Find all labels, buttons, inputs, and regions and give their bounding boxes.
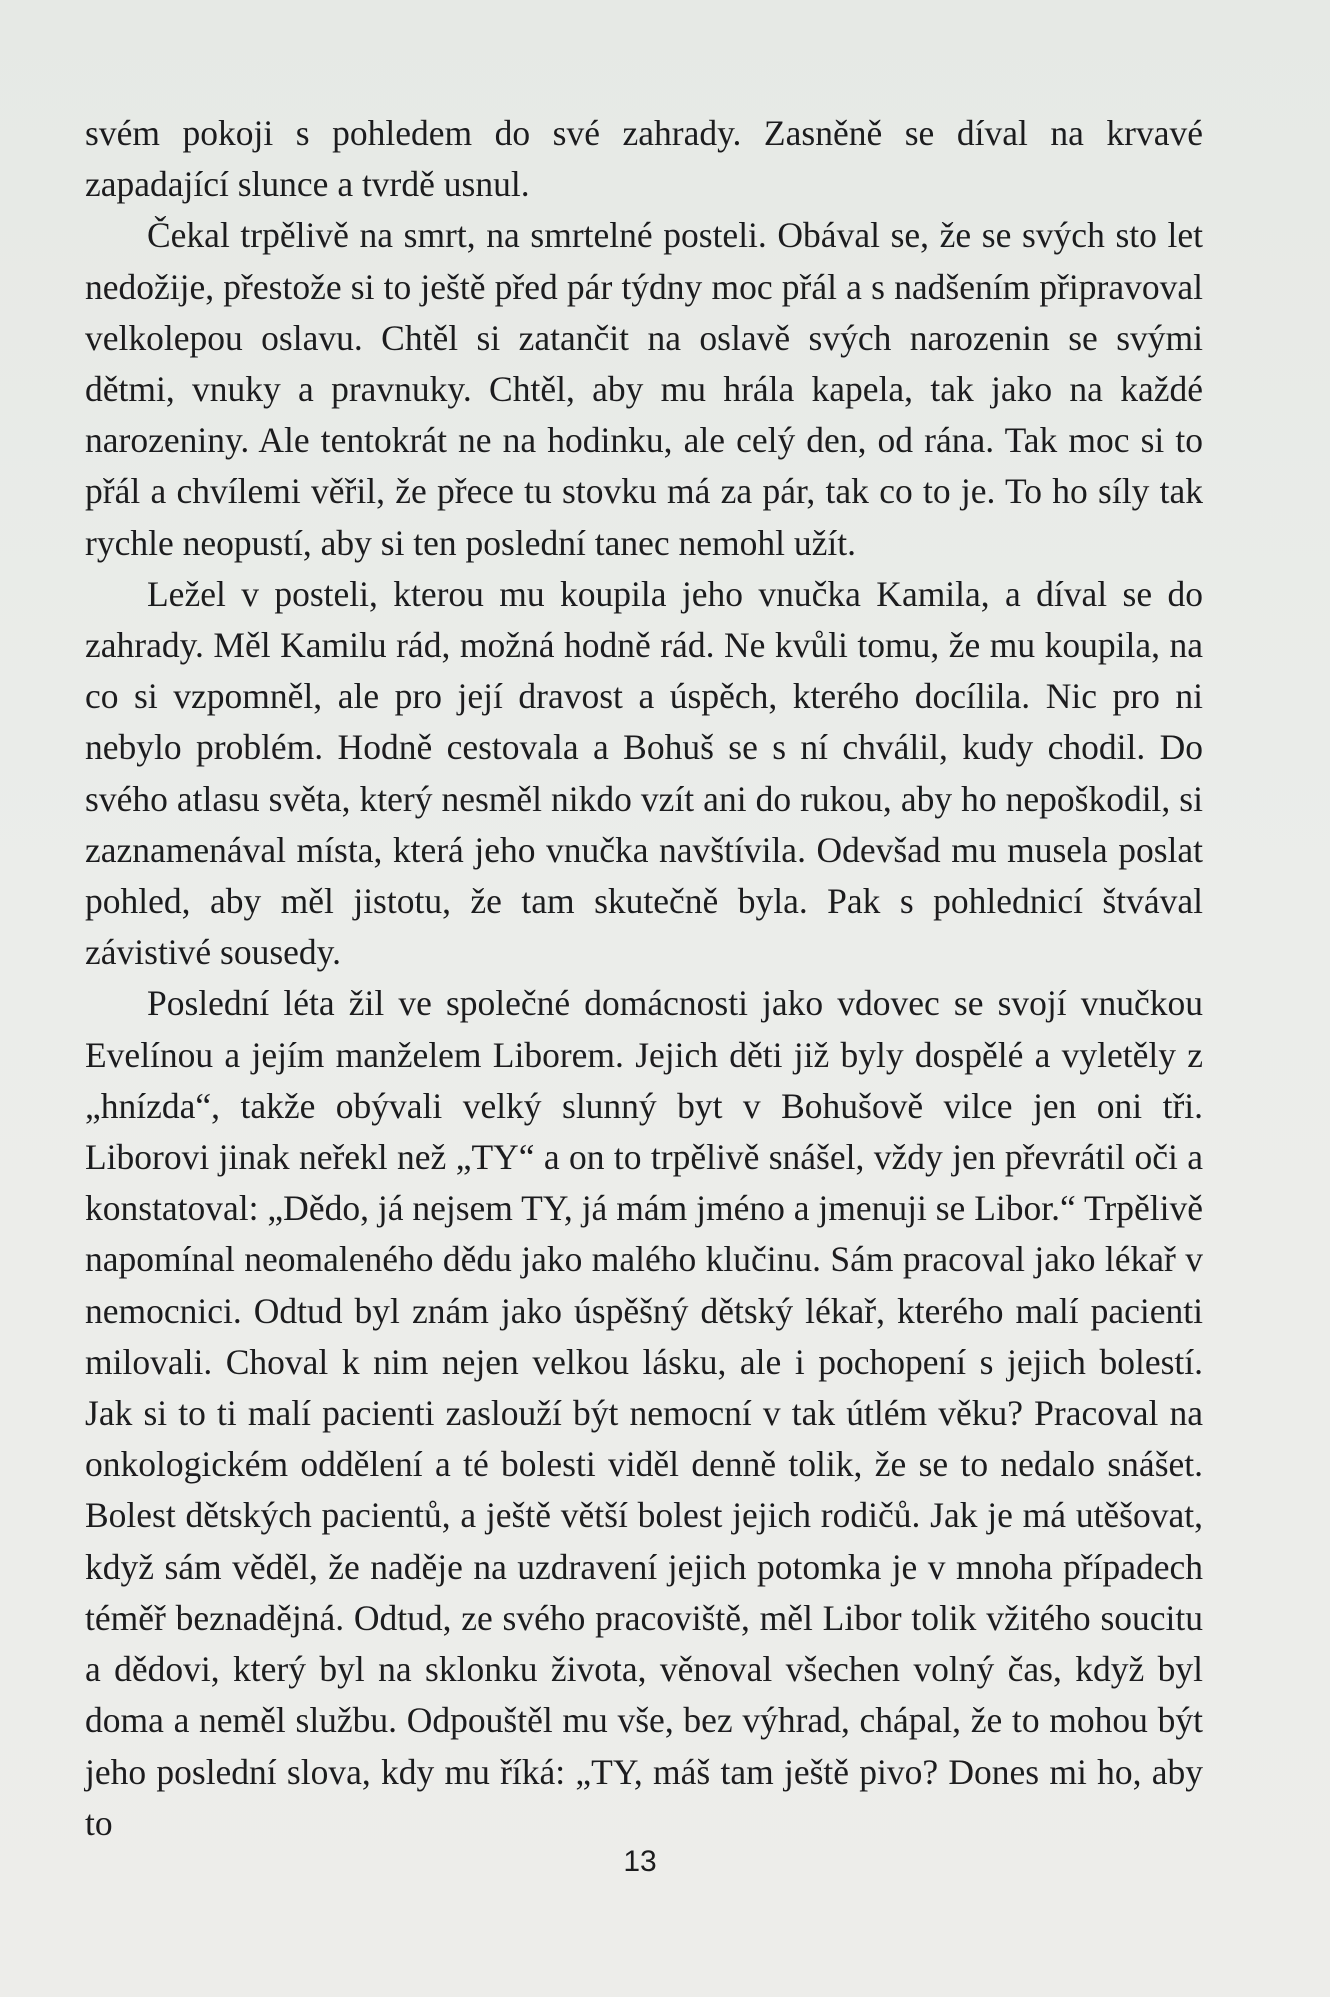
page-number: 13 — [623, 1845, 657, 1878]
body-text — [85, 108, 1203, 1849]
paragraph: Ležel v posteli, kterou mu koupila jeho vnučka Kamila, a díval se do zahrady. Měl Kamilu rád, možná hodně rád. Ne kvůli tomu, že mu koupila, na co si vzpomněl, ale pro její dravost a úspěch, kterého docílila. Nic pro ni nebylo problém. Hodně cestovala a Bohuš se s ní chválil, kudy chodil. Do svého atlasu světa, který nesměl nikdo vzít ani do rukou, aby ho nepoškodil, si zaznamenával místa, která jeho vnučka navštívila. Odevšad mu musela poslat pohled, aby měl jistotu, že tam skutečně byla. Pak s pohlednicí štvával závistivé sousedy. — [85, 573, 1203, 973]
paragraph-continuation: svém pokoji s pohledem do své zahrady. Zasněně se díval na krvavé zapadající slunce a tvrdě usnul. — [85, 113, 1203, 205]
paragraph: Čekal trpělivě na smrt, na smrtelné posteli. Obával se, že se svých sto let nedožije, přestože si to ještě před pár týdny moc přál a s nadšením připravoval velkolepou oslavu. Chtěl si zatančit na oslavě svých narozenin se svými dětmi, vnuky a pravnuky. Chtěl, aby mu hrála kapela, tak jako na každé narozeniny. Ale tentokrát ne na hodinku, ale celý den, od rána. Tak moc si to přál a chvílemi věřil, že přece tu stovku má za pár, tak co to je. To ho síly tak rychle neopustí, aby si ten poslední tanec nemohl užít. — [85, 215, 1203, 563]
paragraph: Poslední léta žil ve společné domácnosti jako vdovec se svojí vnučkou Evelínou a jejím manželem Liborem. Jejich děti již byly dospělé a vyletěly z „hnízda“, takže obývali velký slunný byt v Bohušově vilce jen oni tři. Liborovi jinak neřekl než „TY“ a on to trpělivě snášel, vždy jen převrátil oči a konstatoval: „Dědo, já nejsem TY, já mám jméno a jmenuji se Libor.“ Trpělivě napomínal neomaleného dědu jako malého klučinu. Sám pracoval jako lékař v nemocnici. Odtud byl znám jako úspěšný dětský lékař, kterého malí pacienti milovali. Choval k nim nejen velkou lásku, ale i pochopení s jejich bolestí. Jak si to ti malí pacienti zaslouží být nemocní v tak útlém věku? Pracoval na onkologickém oddělení a té bolesti viděl denně tolik, že se to nedalo snášet. Bolest dětských pacientů, a ještě větší bolest jejich rodičů. Jak je má utěšovat, když sám věděl, že naděje na uzdravení jejich potomka je v mnoha případech téměř beznadějná. Odtud, ze svého pracoviště, měl Libor tolik vžitého soucitu a dědovi, který byl na sklonku života, věnoval všechen volný čas, když byl doma a neměl službu. Odpouštěl mu vše, bez výhrad, chápal, že to mohou být jeho poslední slova, kdy mu říká: „TY, máš tam ještě pivo? Dones mi ho, aby to — [85, 983, 1203, 1843]
